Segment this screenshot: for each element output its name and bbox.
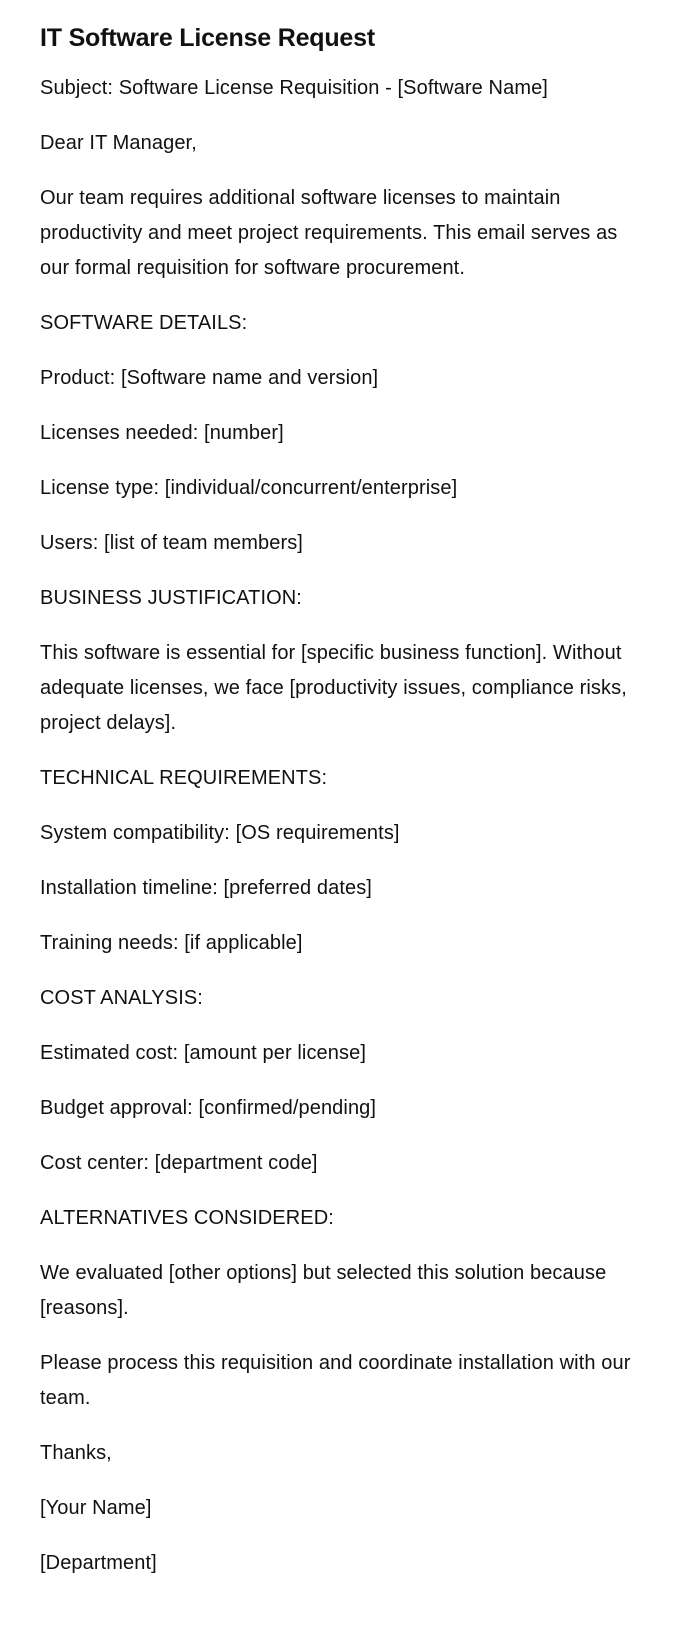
alternatives-paragraph: We evaluated [other options] but selected this solution because [reasons]. (40, 1261, 607, 1319)
compatibility-line: System compatibility: [OS requirements] (40, 821, 400, 844)
budget-approval-line: Budget approval: [confirmed/pending] (40, 1096, 377, 1119)
timeline-line: Installation timeline: [preferred dates] (40, 876, 372, 899)
document-title: IT Software License Request (40, 24, 375, 52)
sender-department: [Department] (40, 1551, 157, 1574)
alternatives-heading: ALTERNATIVES CONSIDERED: (40, 1206, 334, 1229)
sender-name: [Your Name] (40, 1496, 152, 1519)
signoff: Thanks, (40, 1441, 112, 1464)
users-line: Users: [list of team members] (40, 531, 303, 554)
closing-request: Please process this requisition and coordinate installation with our team. (40, 1351, 631, 1409)
justification-paragraph: This software is essential for [specific business function]. Without adequate licenses, we face [productivity issues, compliance risks, project delays]. (40, 641, 627, 734)
cost-center-line: Cost center: [department code] (40, 1151, 318, 1174)
business-justification-heading: BUSINESS JUSTIFICATION: (40, 586, 302, 609)
technical-requirements-heading: TECHNICAL REQUIREMENTS: (40, 766, 328, 789)
subject-line: Subject: Software License Requisition - [Software Name] (40, 76, 548, 99)
licenses-needed-line: Licenses needed: [number] (40, 421, 284, 444)
greeting: Dear IT Manager, (40, 131, 197, 154)
product-line: Product: [Software name and version] (40, 366, 379, 389)
intro-paragraph: Our team requires additional software licenses to maintain productivity and meet project requirements. This email serves as our formal requisition for software procurement. (40, 186, 618, 279)
license-type-line: License type: [individual/concurrent/enterprise] (40, 476, 458, 499)
cost-analysis-heading: COST ANALYSIS: (40, 986, 203, 1009)
software-details-heading: SOFTWARE DETAILS: (40, 311, 248, 334)
estimated-cost-line: Estimated cost: [amount per license] (40, 1041, 366, 1064)
training-line: Training needs: [if applicable] (40, 931, 303, 954)
